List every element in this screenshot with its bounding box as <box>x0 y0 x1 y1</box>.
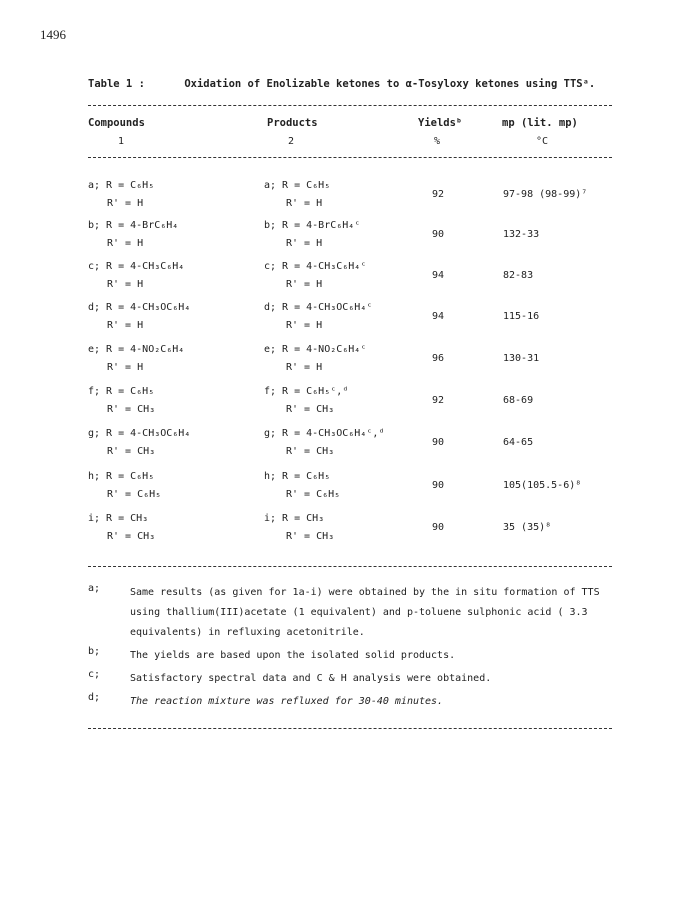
product-r2-cell: R' = CH₃ <box>286 404 335 415</box>
product-cell: h; R = C₆H₅ <box>264 471 331 482</box>
table-row <box>88 302 628 342</box>
yield-cell: 90 <box>432 229 445 240</box>
product-cell: i; R = CH₃ <box>264 513 325 524</box>
header-products: Products <box>267 117 318 129</box>
product-cell: e; R = 4-NO₂C₆H₄ᶜ <box>264 344 367 355</box>
table-title: Oxidation of Enolizable ketones to α-Tosyloxy ketones using TTSᵃ. <box>184 78 596 90</box>
compound-cell: c; R = 4-CH₃C₆H₄ <box>88 261 185 272</box>
table-row <box>88 261 628 301</box>
table-row <box>88 344 628 384</box>
compound-r2-cell: R' = C₆H₅ <box>107 489 162 500</box>
header-rule <box>88 157 612 158</box>
table-label: Table 1 : <box>88 78 145 90</box>
table-caption <box>88 78 595 90</box>
yield-cell: 92 <box>432 189 445 200</box>
compound-cell: g; R = 4-CH₃OC₆H₄ <box>88 428 191 439</box>
mp-cell: 132-33 <box>503 229 540 240</box>
compound-r2-cell: R' = CH₃ <box>107 446 156 457</box>
mp-cell: 35 (35)⁸ <box>503 522 552 533</box>
mp-cell: 64-65 <box>503 437 534 448</box>
compound-cell: i; R = CH₃ <box>88 513 149 524</box>
bottom-rule <box>88 566 612 567</box>
page-number: 1496 <box>40 27 66 42</box>
top-rule <box>88 105 612 106</box>
header-compounds: Compounds <box>88 117 145 129</box>
product-cell: g; R = 4-CH₃OC₆H₄ᶜ,ᵈ <box>264 428 385 439</box>
footnote-key: a; <box>88 583 101 594</box>
mp-cell: 115-16 <box>503 311 540 322</box>
product-r2-cell: R' = CH₃ <box>286 446 335 457</box>
product-r2-cell: R' = H <box>286 362 323 373</box>
compound-r2-cell: R' = H <box>107 198 144 209</box>
table-row <box>88 386 628 426</box>
footnote-text: Same results (as given for 1a-i) were obtained by the in situ formation of TTS using thallium(III)acetate (1 equivalent) and p-toluene sulphonic acid ( 3.3 equivalents) in refluxing acetonitrile. <box>130 587 600 638</box>
header-compounds-sub: 1 <box>118 136 125 147</box>
header-mp: mp (lit. mp) <box>502 117 578 129</box>
yield-cell: 90 <box>432 437 445 448</box>
footnote-text: Satisfactory spectral data and C & H analysis were obtained. <box>130 673 492 684</box>
footnote-c <box>88 669 628 689</box>
footnote-key: b; <box>88 646 101 657</box>
header-products-sub: 2 <box>288 136 295 147</box>
yield-cell: 90 <box>432 522 445 533</box>
footnote-key: c; <box>88 669 101 680</box>
compound-r2-cell: R' = H <box>107 320 144 331</box>
table-row <box>88 428 628 468</box>
table-row <box>88 471 628 511</box>
mp-cell: 68-69 <box>503 395 534 406</box>
product-cell: d; R = 4-CH₃OC₆H₄ᶜ <box>264 302 373 313</box>
product-r2-cell: R' = H <box>286 238 323 249</box>
header-mp-sub: °C <box>536 136 549 147</box>
compound-r2-cell: R' = H <box>107 362 144 373</box>
compound-r2-cell: R' = H <box>107 238 144 249</box>
mp-cell: 97-98 (98-99)⁷ <box>503 189 588 200</box>
mp-cell: 130-31 <box>503 353 540 364</box>
table-row <box>88 513 628 553</box>
compound-cell: b; R = 4-BrC₆H₄ <box>88 220 179 231</box>
compound-cell: a; R = C₆H₅ <box>88 180 155 191</box>
end-rule <box>88 728 612 729</box>
footnote-text: The yields are based upon the isolated solid products. <box>130 650 456 661</box>
product-r2-cell: R' = C₆H₅ <box>286 489 341 500</box>
product-cell: a; R = C₆H₅ <box>264 180 331 191</box>
footnote-key: d; <box>88 692 101 703</box>
yield-cell: 94 <box>432 311 445 322</box>
footnote-text: The reaction mixture was refluxed for 30-40 minutes. <box>130 696 444 707</box>
product-r2-cell: R' = H <box>286 279 323 290</box>
yield-cell: 94 <box>432 270 445 281</box>
table-row <box>88 220 628 260</box>
compound-r2-cell: R' = H <box>107 279 144 290</box>
yield-cell: 96 <box>432 353 445 364</box>
product-r2-cell: R' = H <box>286 320 323 331</box>
product-r2-cell: R' = H <box>286 198 323 209</box>
yield-cell: 92 <box>432 395 445 406</box>
product-cell: c; R = 4-CH₃C₆H₄ᶜ <box>264 261 367 272</box>
compound-cell: f; R = C₆H₅ <box>88 386 155 397</box>
compound-r2-cell: R' = CH₃ <box>107 404 156 415</box>
compound-cell: e; R = 4-NO₂C₆H₄ <box>88 344 185 355</box>
mp-cell: 105(105.5-6)⁸ <box>503 480 582 491</box>
compound-r2-cell: R' = CH₃ <box>107 531 156 542</box>
compound-cell: d; R = 4-CH₃OC₆H₄ <box>88 302 191 313</box>
product-r2-cell: R' = CH₃ <box>286 531 335 542</box>
footnote-d <box>88 692 628 712</box>
product-cell: f; R = C₆H₅ᶜ,ᵈ <box>264 386 349 397</box>
header-yields: Yieldsᵇ <box>418 117 463 129</box>
compound-cell: h; R = C₆H₅ <box>88 471 155 482</box>
mp-cell: 82-83 <box>503 270 534 281</box>
table-row <box>88 180 628 220</box>
header-yields-sub: % <box>434 136 441 147</box>
footnote-a <box>88 583 628 645</box>
footnote-b <box>88 646 628 666</box>
yield-cell: 90 <box>432 480 445 491</box>
product-cell: b; R = 4-BrC₆H₄ᶜ <box>264 220 361 231</box>
